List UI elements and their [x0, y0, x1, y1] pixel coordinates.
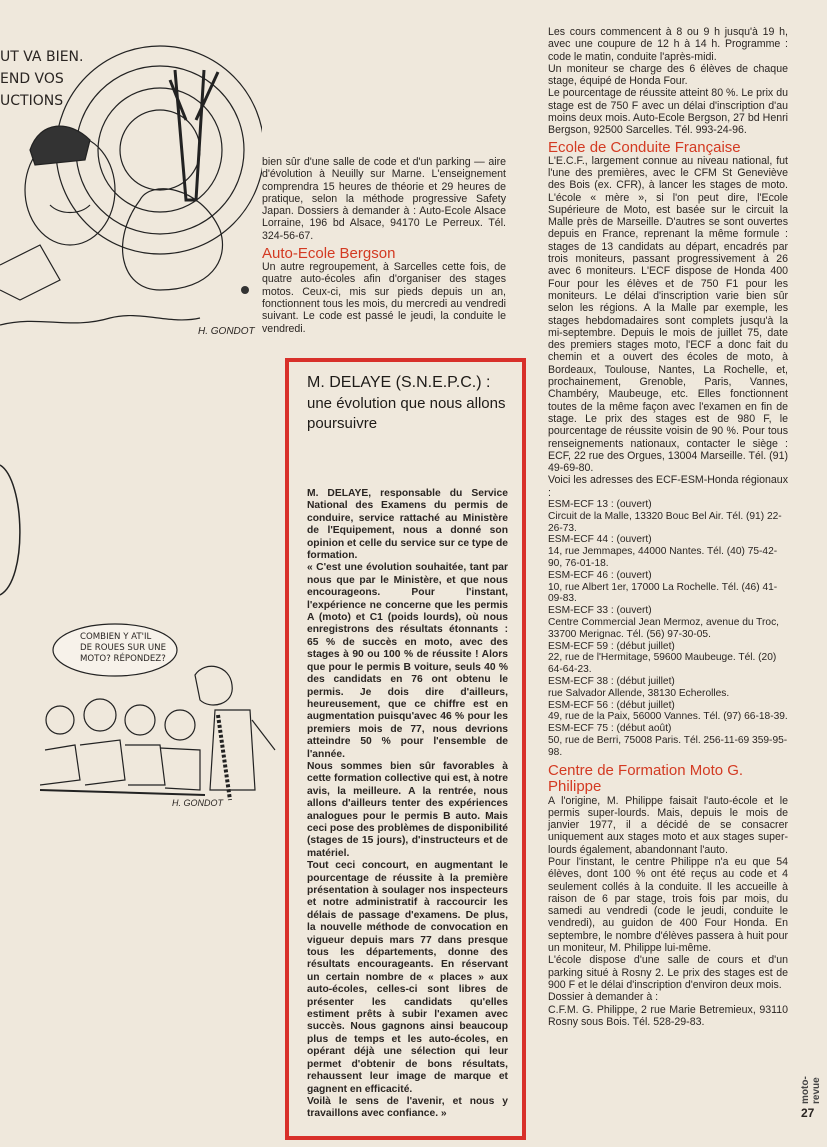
cfm-paragraph-2: Pour l'instant, le centre Philippe n'a eu que 54 élèves, dont 100 % ont été reçus au code et 4 seulement collés à la conduite. Il les accueille à raison de 6 par stage, trois fois par mois, du samedi au vendredi (code le jeudi, conduite le vendredi), au guidon de 400 Four Honda. En septembre, le nombre d'élèves passera à huit pour un moniteur, M. Philippe lui-même.: [548, 856, 788, 955]
cartoon-caption: [0, 46, 83, 112]
cartoon-signature: H. GONDOT: [198, 326, 255, 337]
bottom-cartoon: [40, 620, 280, 820]
cfm-paragraph-1: A l'origine, M. Philippe faisait l'auto-école et le permis super-lourds. Mais, depuis le mois de janvier 1977, il a décidé de se consacrer uniquement aux stages moto et aux stages super-lourds également, abandonnant l'auto.: [548, 794, 788, 856]
ecf-text: L'E.C.F., largement connue au niveau national, fut l'une des premières, avec le CFM St Geneviève des Bois (ex. CFR), à lancer les stages de moto. L'école « mère », si l'on peut dire, l'Ecole Supérieure de Moto, est basée sur le circuit la Malle près de Marseille. D'autres se sont ouvertes depuis en France, reprenant la même formule : stages de 13 candidats au départ, encadrés par trois moniteurs, passant progressivement à 26 avec 6 moniteurs. L'ECF dispose de Honda 400 Four pour les élèves et de 750 F1 pour les moniteurs. Le délai d'inscription varie bien sûr selon les régions. A la Malle par exemple, les stages hebdomadaires sont complets jusqu'à la mi-septembre. Depuis le mois de juillet 75, date des premiers stages moto, l'ECF a donc fait du chemin et a ouvert des écoles de moto, à Bordeaux, Toulouse, Nantes, La Rochelle, et, prochainement, Grenoble, Paris, Vannes, Chambéry, Maubeuge, etc. Elles fonctionnent toutes de la même façon avec l'examen en fin de stage. Le prix des stages est de 980 F, le pourcentage de réussite voisin de 90 %. Pour tous renseignements nationaux, contacter le siège : ECF, 22 rue des Orgues, 13004 Marseille. Tél. (91) 49-69-80.: [548, 154, 788, 475]
box-paragraph: M. DELAYE, responsable du Service National des Examens du permis de conduire, service rattaché au Ministère de l'Equipement, nous a donné son opinion et celle du service sur ce type de formation.: [307, 488, 508, 562]
address-line: ESM-ECF 75 : (début août): [548, 723, 672, 735]
address-line: 14, rue Jemmapes, 44000 Nantes. Tél. (40) 75-42-90, 76-01-18.: [548, 546, 778, 569]
box-paragraph: Nous sommes bien sûr favorables à cette formation collective qui est, à notre avis, la meilleure. A la rentrée, nous allons d'ailleurs tenter des expériences analogues pour le permis B auto. Mais ceci pose des problèmes de disponibilité (stages de 15 jours), d'instructeurs et de matériel.: [307, 760, 508, 859]
bergson-continued-3: Le pourcentage de réussite atteint 80 %. Le prix du stage est de 750 F avec un délai d'inscription d'au moins deux mois. Auto-Ecole Bergson, 27 bd Henri Bergson, 92500 Sarcelles. Tél. 993-24-96.: [548, 87, 788, 137]
box-subtitle: une évolution que nous allons poursuivre: [307, 395, 506, 432]
box-paragraph: Voilà le sens de l'avenir, et nous y travaillons avec confiance. »: [307, 1095, 508, 1120]
page-number: 27: [801, 1106, 815, 1120]
address-line: 22, rue de l'Hermitage, 59600 Maubeuge. Tél. (20) 64-64-23.: [548, 652, 777, 676]
caption-line-1: UT VA BIEN.: [0, 49, 84, 65]
cfm-paragraph-4: Dossier à demander à :: [548, 991, 659, 1004]
box-paragraph: « C'est une évolution souhaitée, tant par nous que par le Ministère, et que nous encourageons. Pour l'instant, l'expérience ne concerne que les permis A (moto) et C1 (poids lourds), où nous enregistrons des résultats étonnants : 65 % de succès en moto, avec des stages à 90 ou 100 % de réussite ! Alors que pour le permis B voiture, seuls 40 % des candidats en 76 ont obtenu le permis. Je dois dire d'ailleurs, heureusement, que ce chiffre est en augmentation puisqu'avec 46 % pour les premiers mois de 77, nous devrions atteindre 50 % pour l'ensemble de l'année.: [307, 562, 508, 760]
caption-line-3: UCTIONS: [0, 93, 64, 109]
ecf-address-list: [548, 499, 788, 759]
cartoon-signature-2: H. GONDOT: [172, 798, 223, 808]
bubble-line-3: MOTO? RÉPONDEZ?: [80, 654, 166, 664]
caption-line-2: END VOS: [0, 71, 64, 87]
bergson-heading: Auto-Ecole Bergson: [262, 245, 396, 263]
cfm-paragraph-5: C.F.M. G. Philippe, 2 rue Marie Betremieux, 93110 Rosny sous Bois. Tél. 528-29-83.: [548, 1003, 788, 1028]
address-line: ESM-ECF 33 : (ouvert): [548, 605, 652, 617]
address-line: ESM-ECF 56 : (début juillet): [548, 699, 675, 711]
alsace-lorraine-text: bien sûr d'une salle de code et d'un parking — aire d'évolution à Neuilly sur Marne. L'enseignement comprendra 15 heures de théorie et 29 heures de pratique, selon la méthode progressive Safety Japan. Dossiers à demander à : Auto-Ecole Alsace Lorraine, 196 bd Alsace, 94170 Le Perreux. Tél. 324-56-67.: [262, 156, 506, 242]
bergson-continued: Les cours commencent à 8 ou 9 h jusqu'à 19 h, avec une coupure de 12 h à 14 h. Programme : code le matin, conduite l'après-midi.: [548, 26, 788, 63]
address-line: 10, rue Albert 1er, 17000 La Rochelle. Tél. (46) 41-09-83.: [548, 581, 778, 605]
address-line: ESM-ECF 46 : (ouvert): [548, 569, 652, 581]
address-line: ESM-ECF 13 : (ouvert): [548, 498, 652, 510]
address-line: rue Salvador Allende, 38130 Echerolles.: [548, 687, 730, 699]
bubble-line-2: DE ROUES SUR UNE: [80, 643, 167, 653]
column-middle-top: [262, 156, 506, 335]
column-right: [548, 26, 788, 1028]
address-line: ESM-ECF 38 : (début juillet): [548, 675, 675, 687]
speech-bubble-text: [80, 632, 166, 665]
address-line: Circuit de la Malle, 13320 Bouc Bel Air. Tél. (91) 22-26-73.: [548, 510, 782, 534]
ecf-address-intro: Voici les adresses des ECF-ESM-Honda régionaux :: [548, 474, 788, 499]
address-line: Centre Commercial Jean Mermoz, avenue du Troc, 33700 Merignac. Tél. (56) 97-30-05.: [548, 616, 780, 640]
box-paragraph: Tout ceci concourt, en augmentant le pourcentage de réussite à la première présentation à soulager nos inspecteurs et notre administratif à raccourcir les délais de passage d'examens. De plus, la nouvelle méthode de convocation en vigueur depuis mars 77 dans presque tous les départements, donne des résultats encourageants. En réservant un certain nombre de « places » aux auto-écoles, celles-ci sont libres de présenter les candidats qu'elles estiment prêts à subir l'examen avec succès. Nous gagnons ainsi beaucoup plus de temps et les auto-écoles, en opérant déjà une sélection qui leur permet d'obtenir de bons résultats, rehaussent leur image de marque et gagnent en efficacité.: [307, 860, 508, 1095]
cfm-paragraph-3: L'école dispose d'une salle de cours et d'un parking situé à Rosny 2. Le prix des stages est de 900 F et le délai d'inscription d'environ deux mois.: [548, 954, 788, 991]
page-fold-curve: [0, 460, 30, 600]
address-line: ESM-ECF 44 : (ouvert): [548, 534, 652, 546]
bergson-text: Un autre regroupement, à Sarcelles cette fois, de quatre auto-écoles afin d'organiser des stages motos. Ceux-ci, mis sur pieds depuis un an, fonctionnent tous les mois, du mercredi au vendredi suivant. Le code est passé le jeudi, la conduite le vendredi.: [262, 261, 506, 335]
cfm-heading: Centre de Formation Moto G. Philippe: [548, 761, 744, 795]
address-line: 49, rue de la Paix, 56000 Vannes. Tél. (97) 66-18-39.: [548, 711, 788, 723]
top-cartoon: [0, 0, 262, 345]
magazine-name: moto-revue: [800, 1076, 822, 1104]
address-line: 50, rue de Berri, 75008 Paris. Tél. 256-11-69 359-95-98.: [548, 734, 788, 758]
box-title: M. DELAYE (S.N.E.P.C.) :: [307, 374, 491, 391]
delaye-interview-box: [285, 358, 526, 1140]
box-body: [289, 434, 522, 1121]
bubble-line-1: COMBIEN Y AT'IL: [80, 632, 152, 642]
ecf-heading: Ecole de Conduite Française: [548, 138, 741, 156]
address-line: ESM-ECF 59 : (début juillet): [548, 640, 675, 652]
bergson-continued-2: Un moniteur se charge des 6 élèves de chaque stage, équipé de Honda Four.: [548, 62, 788, 88]
